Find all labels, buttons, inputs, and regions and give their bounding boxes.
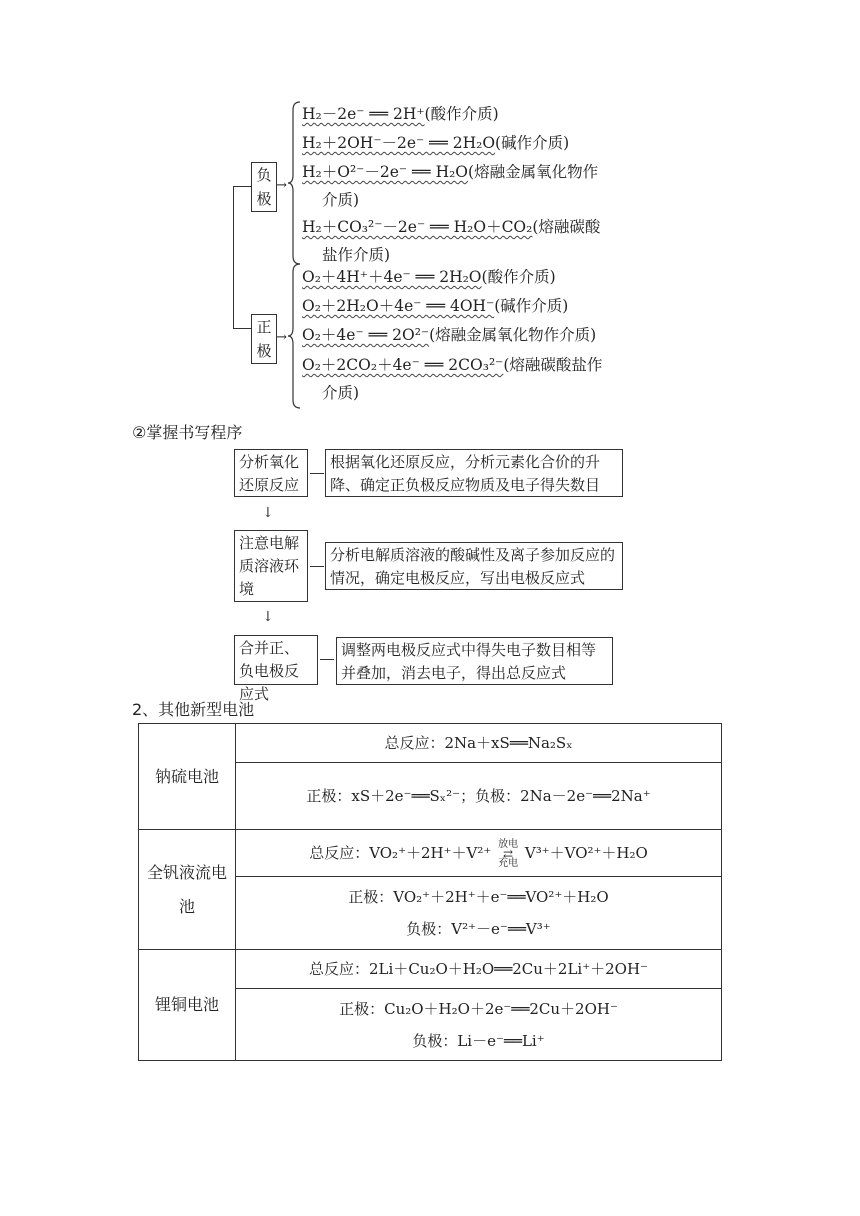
equation: O₂＋4e⁻ ══ 2O²⁻ xyxy=(302,326,430,344)
step-2-right: 分析电解质溶液的酸碱性及离子参加反应的情况，确定电极反应，写出电极反应式 xyxy=(325,542,623,590)
equation: H₂＋O²⁻－2e⁻ ══ H₂O xyxy=(302,163,469,181)
pos-eq-3 xyxy=(302,323,596,345)
step-3-dash xyxy=(320,659,334,660)
equation: H₂－2e⁻ ══ 2H⁺ xyxy=(302,105,425,123)
neg-eq-1 xyxy=(302,102,499,124)
pos-eq-1 xyxy=(302,265,556,287)
pos-eq-2 xyxy=(302,294,568,316)
step-1-left: 分析氧化还原反应 xyxy=(234,449,308,497)
electrode-reactions xyxy=(236,877,722,950)
medium-note: (熔融碳酸盐作 xyxy=(503,356,603,374)
charge-label: 充电 xyxy=(498,858,519,869)
battery-name xyxy=(139,830,236,950)
pos-eq-4 xyxy=(302,353,602,375)
negative-reaction: 负极：V²⁺－e⁻══V³⁺ xyxy=(406,920,551,938)
positive-reaction: 正极：VO₂⁺＋2H⁺＋e⁻══VO²⁺＋H₂O xyxy=(348,888,609,906)
discharge-label: 放电 xyxy=(498,839,519,850)
step-2-dash xyxy=(310,566,324,567)
table-row xyxy=(139,830,722,877)
medium-note: (碱作介质) xyxy=(495,134,570,152)
total-reaction: 总反应：2Na＋xS══Na₂Sₓ xyxy=(236,724,722,763)
table-row xyxy=(139,950,722,989)
neg-eq-4 xyxy=(302,215,600,237)
battery-table xyxy=(138,723,722,1061)
medium-note: (酸作介质) xyxy=(481,268,556,286)
negative-electrode-label: 负极 xyxy=(251,162,277,212)
neg-eq-4-cont: 盐作介质) xyxy=(322,246,391,264)
equation: H₂＋CO₃²⁻－2e⁻ ══ H₂O＋CO₂ xyxy=(302,218,533,236)
positive-electrode-label: 正极 xyxy=(251,314,277,364)
section-heading-batteries: 2、其他新型电池 xyxy=(132,700,255,719)
total-left: 总反应：VO₂⁺＋2H⁺＋V²⁺ xyxy=(309,844,492,862)
battery-name: 锂铜电池 xyxy=(139,950,236,1061)
electrode-reactions xyxy=(236,989,722,1061)
medium-note: (熔融碳酸 xyxy=(532,218,601,236)
step-3-right: 调整两电极反应式中得失电子数目相等并叠加，消去电子，得出总反应式 xyxy=(336,637,613,685)
total-right: V³⁺＋VO²⁺＋H₂O xyxy=(524,844,648,862)
neg-eq-3-cont: 介质) xyxy=(322,191,360,209)
medium-note: (碱作介质) xyxy=(494,297,569,315)
battery-name-text: 全钒液流电池 xyxy=(147,862,228,916)
arrow-down-1: ↓ xyxy=(262,505,274,521)
step-1-dash xyxy=(310,473,324,474)
medium-note: (熔融金属氧化物作 xyxy=(468,163,599,181)
negative-reaction: 负极：Li－e⁻══Li⁺ xyxy=(412,1031,545,1050)
arrow-to-pos: → xyxy=(276,330,287,345)
section-heading-procedure: ②掌握书写程序 xyxy=(132,423,243,442)
connector-bottom xyxy=(233,328,251,329)
equation: H₂＋2OH⁻－2e⁻ ══ 2H₂O xyxy=(302,134,496,152)
total-reaction: 总反应：2Li＋Cu₂O＋H₂O══2Cu＋2Li⁺＋2OH⁻ xyxy=(236,950,722,989)
equation: O₂＋4H⁺＋4e⁻ ══ 2H₂O xyxy=(302,268,482,286)
connector-top xyxy=(233,186,251,187)
double-arrow-icon: ⇄ xyxy=(503,847,514,861)
neg-eq-2 xyxy=(302,131,569,153)
connector-vertical xyxy=(233,186,234,328)
neg-eq-3 xyxy=(302,160,598,182)
equation: O₂＋2CO₂＋4e⁻ ══ 2CO₃²⁻ xyxy=(302,356,504,374)
total-reaction xyxy=(236,830,722,877)
arrow-to-neg: → xyxy=(276,178,287,193)
equation: O₂＋2H₂O＋4e⁻ ══ 4OH⁻ xyxy=(302,297,495,315)
step-3-left: 合并正、负电极反应式 xyxy=(234,635,318,685)
battery-name: 钠硫电池 xyxy=(139,724,236,830)
step-2-left: 注意电解质溶液环境 xyxy=(234,530,308,602)
positive-reaction: 正极：Cu₂O＋H₂O＋2e⁻══2Cu＋2OH⁻ xyxy=(339,999,618,1018)
table-row xyxy=(139,724,722,763)
electrode-reactions: 正极：xS＋2e⁻══Sₓ²⁻；负极：2Na－2e⁻══2Na⁺ xyxy=(236,763,722,830)
medium-note: (酸作介质) xyxy=(424,105,499,123)
step-1-right: 根据氧化还原反应，分析元素化合价的升降、确定正负极反应物质及电子得失数目 xyxy=(325,449,623,497)
arrow-down-2: ↓ xyxy=(262,609,274,625)
neg-brace xyxy=(288,100,302,266)
medium-note: (熔融金属氧化物作介质) xyxy=(429,326,597,344)
pos-brace xyxy=(288,262,302,410)
discharge-charge-arrows xyxy=(498,839,518,869)
pos-eq-4-cont: 介质) xyxy=(322,384,360,402)
